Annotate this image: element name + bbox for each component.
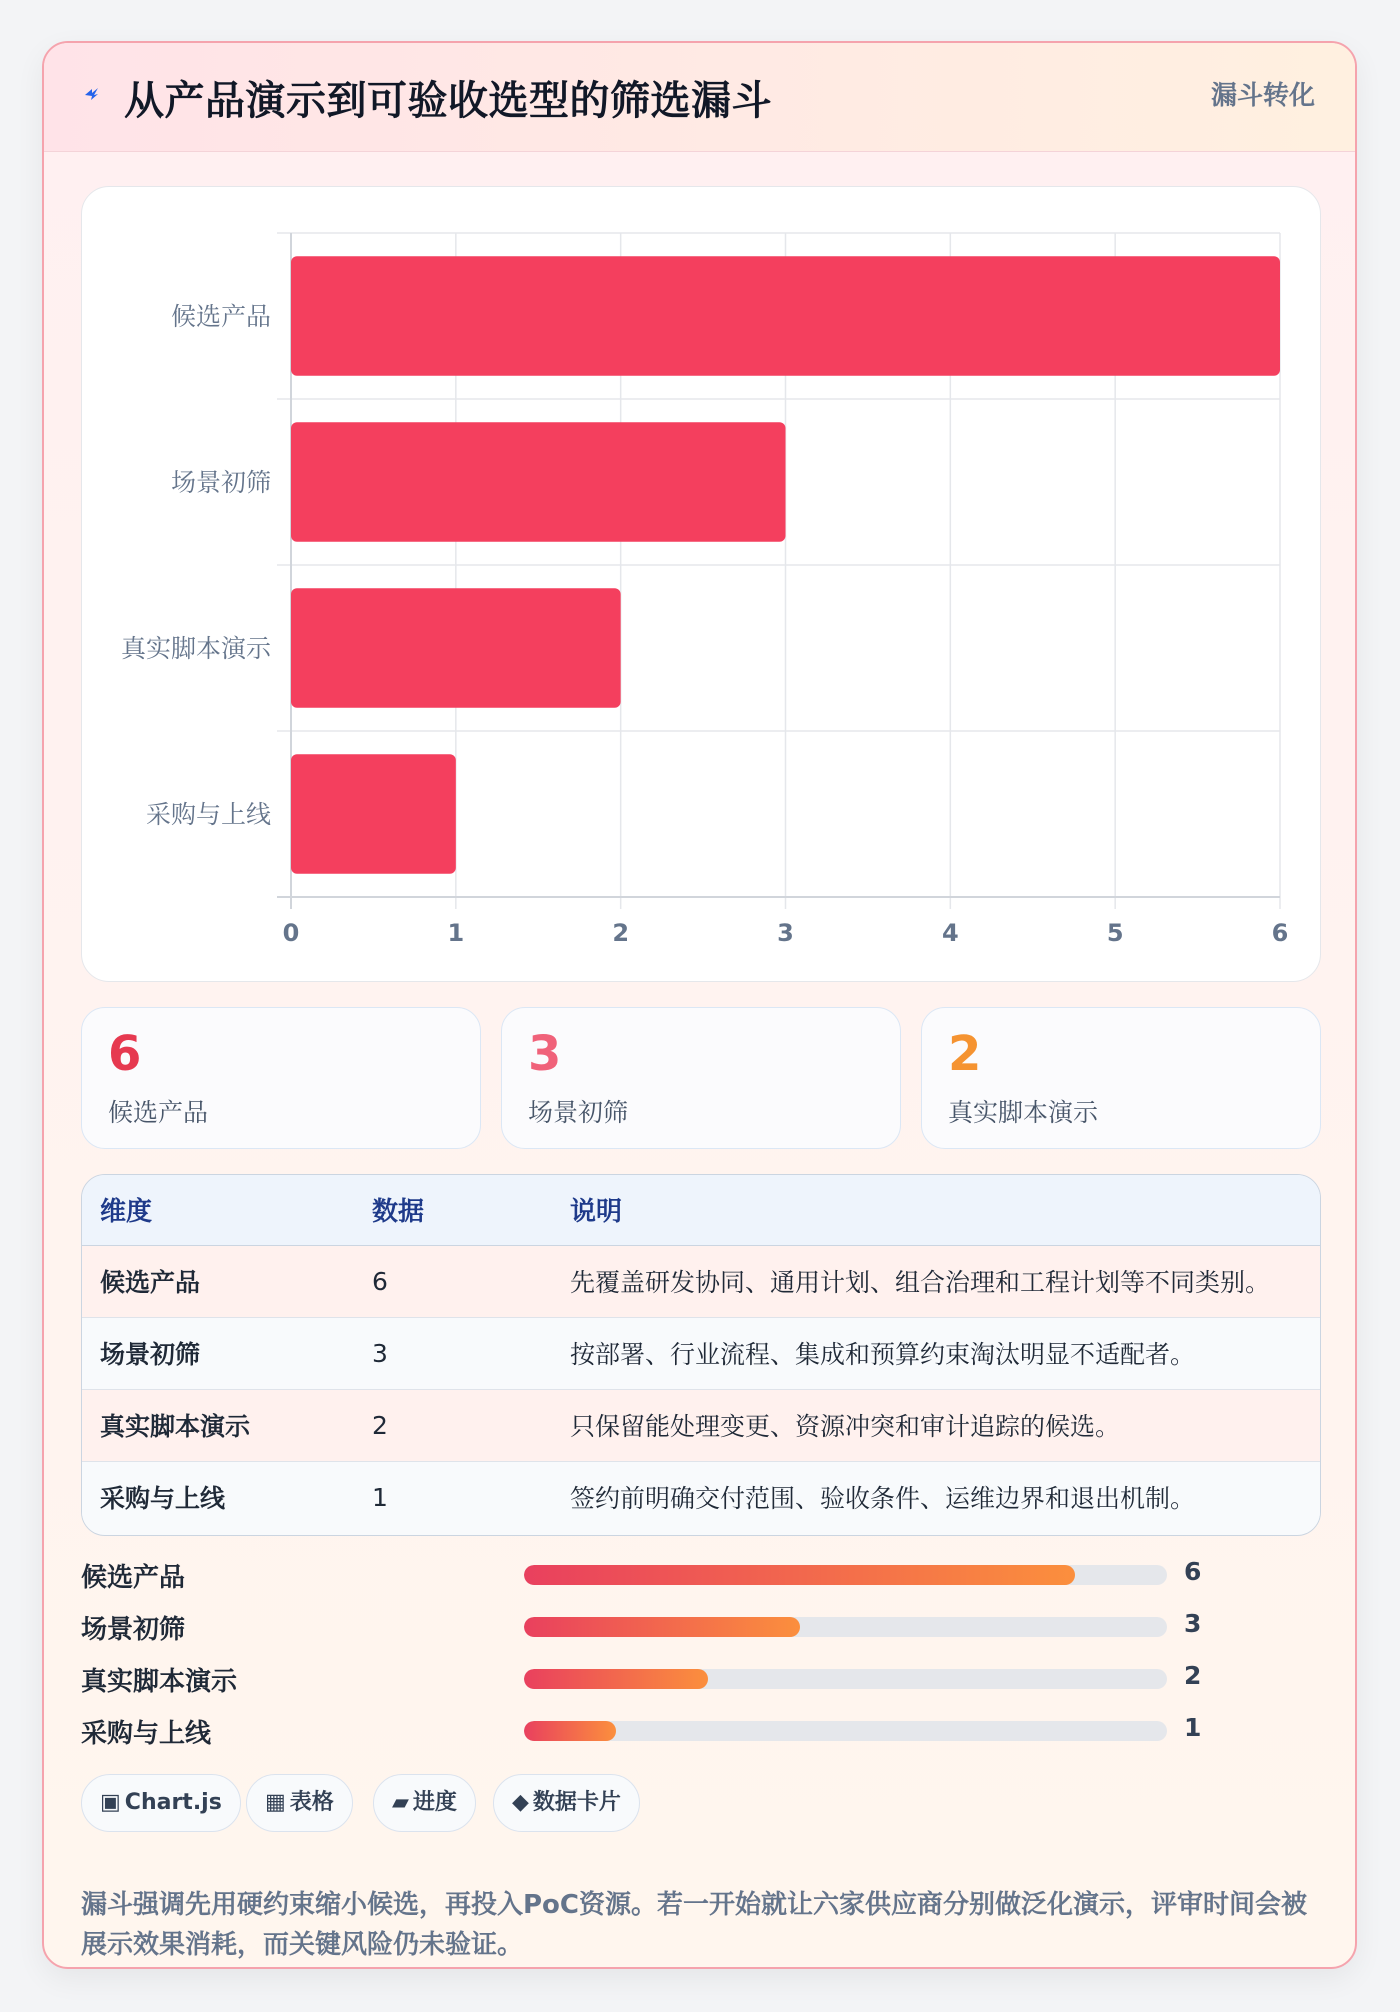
diamond-icon: ◆ bbox=[512, 1790, 529, 1815]
table-cell: 只保留能处理变更、资源冲突和审计追踪的候选。 bbox=[552, 1389, 1320, 1461]
progress-track bbox=[524, 1669, 1167, 1689]
y-tick-label: 候选产品 bbox=[170, 302, 271, 331]
progress-value: 1 bbox=[1184, 1713, 1202, 1742]
progress-list bbox=[81, 1555, 1321, 1775]
table-row bbox=[82, 1245, 1320, 1317]
x-tick-label: 3 bbox=[777, 919, 794, 947]
bar-1 bbox=[291, 422, 786, 542]
kpi-label: 候选产品 bbox=[108, 1098, 209, 1127]
chip-table[interactable] bbox=[246, 1774, 353, 1832]
chip-label: 表格 bbox=[289, 1790, 334, 1815]
y-tick-label: 真实脚本演示 bbox=[120, 634, 271, 663]
table-cell: 1 bbox=[354, 1461, 552, 1533]
chip-label: 进度 bbox=[412, 1790, 457, 1815]
data-table bbox=[81, 1174, 1321, 1536]
funnel-card bbox=[42, 41, 1357, 1969]
table-row bbox=[82, 1461, 1320, 1533]
table-row bbox=[82, 1317, 1320, 1389]
progress-row bbox=[81, 1555, 1321, 1595]
card-header bbox=[44, 43, 1355, 152]
table-cell: 按部署、行业流程、集成和预算约束淘汰明显不适配者。 bbox=[552, 1317, 1320, 1389]
x-tick-label: 1 bbox=[447, 919, 465, 947]
x-tick-label: 0 bbox=[282, 919, 300, 947]
table-icon: ▦ bbox=[265, 1790, 286, 1815]
progress-fill bbox=[524, 1721, 616, 1741]
kpi-row bbox=[81, 1007, 1321, 1149]
table-cell: 签约前明确交付范围、验收条件、运维边界和退出机制。 bbox=[552, 1461, 1320, 1533]
chip-label: Chart.js bbox=[124, 1790, 222, 1815]
table-header-row bbox=[82, 1175, 1320, 1245]
progress-label: 采购与上线 bbox=[81, 1719, 212, 1749]
column-header-data: 数据 bbox=[354, 1175, 552, 1245]
progress-row bbox=[81, 1607, 1321, 1647]
x-tick-label: 4 bbox=[941, 919, 959, 947]
chip-progress[interactable] bbox=[373, 1774, 476, 1832]
bar-3 bbox=[291, 754, 456, 874]
progress-value: 3 bbox=[1184, 1609, 1202, 1638]
table-cell: 场景初筛 bbox=[82, 1317, 354, 1389]
bar-0 bbox=[291, 256, 1280, 376]
summary-note: 漏斗强调先用硬约束缩小候选，再投入PoC资源。若一开始就让六家供应商分别做泛化演示，评审时间会被展示效果消耗，而关键风险仍未验证。 bbox=[81, 1890, 1308, 1960]
progress-label: 候选产品 bbox=[81, 1563, 186, 1593]
lightning-icon bbox=[82, 81, 108, 107]
kpi-card-demo bbox=[921, 1007, 1321, 1149]
progress-track bbox=[524, 1721, 1167, 1741]
progress-label: 真实脚本演示 bbox=[81, 1667, 238, 1697]
column-header-dimension: 维度 bbox=[82, 1175, 354, 1245]
chip-chartjs[interactable] bbox=[81, 1774, 241, 1832]
progress-row bbox=[81, 1659, 1321, 1699]
kpi-value: 3 bbox=[528, 1026, 562, 1082]
kpi-value: 2 bbox=[948, 1026, 982, 1082]
progress-value: 2 bbox=[1184, 1661, 1202, 1690]
table-row bbox=[82, 1389, 1320, 1461]
chart-icon: ▣ bbox=[100, 1790, 121, 1815]
table-cell: 2 bbox=[354, 1389, 552, 1461]
chart-panel bbox=[81, 186, 1321, 982]
progress-icon: ▰ bbox=[392, 1790, 409, 1815]
bar-2 bbox=[291, 588, 621, 708]
column-header-description: 说明 bbox=[552, 1175, 1320, 1245]
table-cell: 先覆盖研发协同、通用计划、组合治理和工程计划等不同类别。 bbox=[570, 1268, 1271, 1297]
y-tick-label: 采购与上线 bbox=[145, 800, 271, 829]
progress-fill bbox=[524, 1669, 708, 1689]
progress-fill bbox=[524, 1617, 800, 1637]
y-tick-label: 场景初筛 bbox=[170, 468, 271, 497]
table-cell: 3 bbox=[354, 1317, 552, 1389]
kpi-label: 场景初筛 bbox=[528, 1098, 629, 1127]
kpi-card-candidates bbox=[81, 1007, 481, 1149]
table-cell: 6 bbox=[372, 1266, 388, 1296]
x-tick-label: 2 bbox=[612, 919, 630, 947]
page-title: 从产品演示到可验收选型的筛选漏斗 bbox=[124, 78, 772, 124]
chip-data-cards[interactable] bbox=[493, 1774, 640, 1832]
table-cell: 候选产品 bbox=[100, 1268, 201, 1297]
progress-row bbox=[81, 1711, 1321, 1751]
chip-label: 数据卡片 bbox=[532, 1790, 621, 1815]
kpi-label: 真实脚本演示 bbox=[948, 1098, 1099, 1127]
x-tick-label: 5 bbox=[1106, 919, 1124, 947]
kpi-value: 6 bbox=[108, 1026, 142, 1082]
x-tick-label: 6 bbox=[1271, 919, 1289, 947]
table-cell: 真实脚本演示 bbox=[82, 1389, 354, 1461]
funnel-badge: 漏斗转化 bbox=[1210, 81, 1315, 111]
progress-label: 场景初筛 bbox=[81, 1615, 186, 1645]
progress-value: 6 bbox=[1184, 1557, 1202, 1586]
progress-track bbox=[524, 1565, 1167, 1585]
progress-track bbox=[524, 1617, 1167, 1637]
kpi-card-screening bbox=[501, 1007, 901, 1149]
table-cell: 采购与上线 bbox=[82, 1461, 354, 1533]
progress-fill bbox=[524, 1565, 1075, 1585]
bar-chart bbox=[82, 187, 1322, 983]
